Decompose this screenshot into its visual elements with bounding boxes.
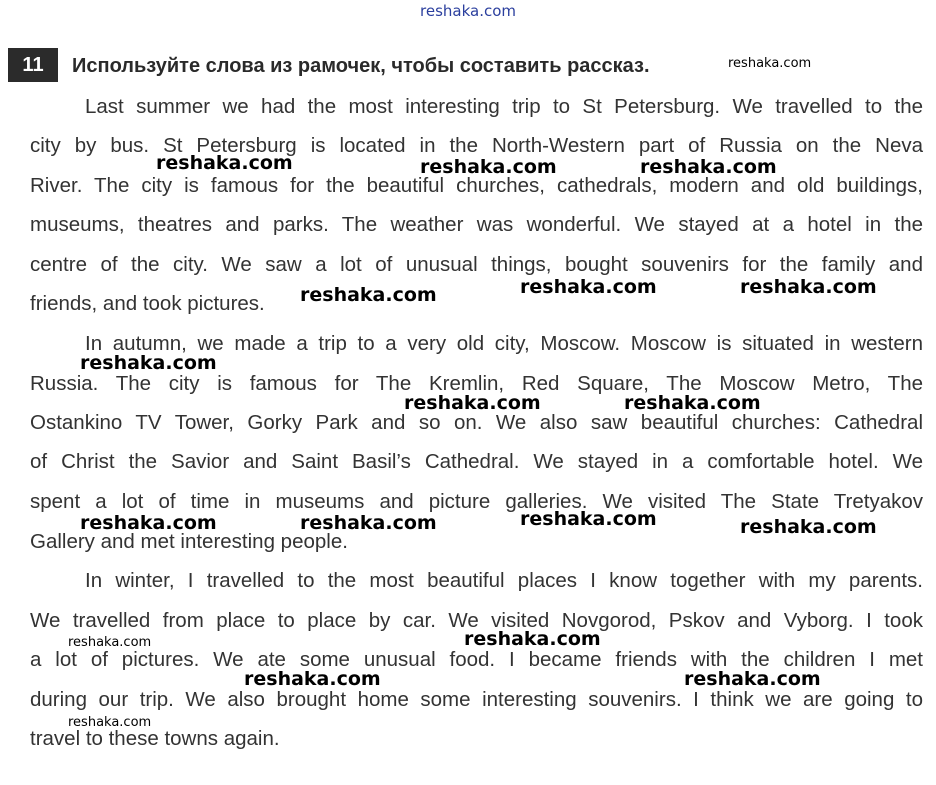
text-line: We travelled from place to place by car. We visited Novgorod, Pskov and Vyborg. I took [30,609,923,632]
text-line: In winter, I travelled to the most beautiful places I know together with my parents. [85,569,923,592]
watermark: reshaka.com [68,715,152,730]
watermark: reshaka.com [740,516,877,538]
watermark: reshaka.com [420,156,557,178]
watermark: reshaka.com [520,508,657,530]
text-line: Gallery and met interesting people. [30,530,348,553]
watermark: reshaka.com [520,276,657,298]
watermark: reshaka.com [156,152,293,174]
task-number-badge: 11 [8,48,58,82]
text-line: friends, and took pictures. [30,292,265,315]
text-line: River. The city is famous for the beautiful churches, cathedrals, modern and old buildings, [30,174,923,197]
text-line: a lot of pictures. We ate some unusual food. I became friends with the children I met [30,648,923,671]
watermark: reshaka.com [244,668,381,690]
text-line: city by bus. St Petersburg is located in the North-Western part of Russia on the Neva [30,134,923,157]
watermark: reshaka.com [728,56,812,71]
text-line: spent a lot of time in museums and picture galleries. We visited The State Tretyakov [30,490,923,513]
text-line: Ostankino TV Tower, Gorky Park and so on. We also saw beautiful churches: Cathedral [30,411,923,434]
watermark: reshaka.com [68,635,152,650]
watermark: reshaka.com [640,156,777,178]
text-line: centre of the city. We saw a lot of unusual things, bought souvenirs for the family and [30,253,923,276]
text-line: Russia. The city is famous for The Kremlin, Red Square, The Moscow Metro, The [30,372,923,395]
watermark: reshaka.com [300,512,437,534]
text-line: of Christ the Savior and Saint Basil’s Cathedral. We stayed in a comfortable hotel. We [30,450,923,473]
watermark: reshaka.com [80,352,217,374]
watermark: reshaka.com [740,276,877,298]
site-watermark-top: reshaka.com [420,2,516,20]
text-line: Last summer we had the most interesting trip to St Petersburg. We travelled to the [85,95,923,118]
watermark: reshaka.com [684,668,821,690]
watermark: reshaka.com [404,392,541,414]
watermark: reshaka.com [300,284,437,306]
watermark: reshaka.com [464,628,601,650]
text-line: museums, theatres and parks. The weather was wonderful. We stayed at a hotel in the [30,213,923,236]
watermark: reshaka.com [624,392,761,414]
text-line: during our trip. We also brought home some interesting souvenirs. I think we are going to [30,688,923,711]
text-line: travel to these towns again. [30,727,280,750]
task-title: Используйте слова из рамочек, чтобы составить рассказ. [72,55,650,77]
text-line: In autumn, we made a trip to a very old city, Moscow. Moscow is situated in western [85,332,923,355]
watermark: reshaka.com [80,512,217,534]
